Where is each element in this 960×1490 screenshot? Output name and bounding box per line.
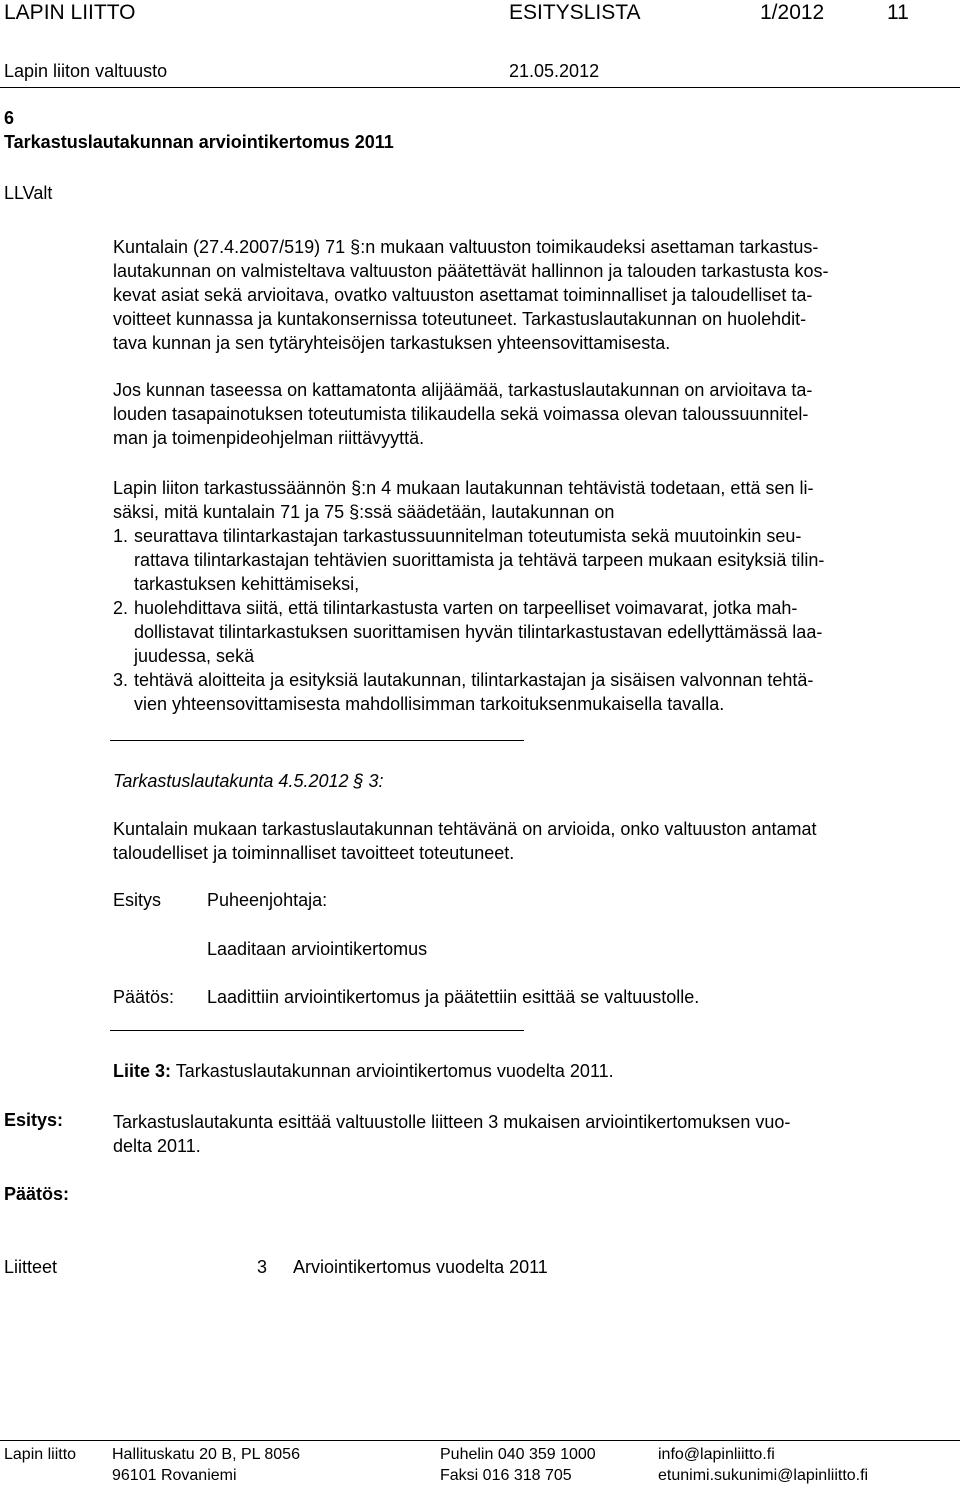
footer-fax: Faksi 016 318 705 bbox=[440, 1467, 572, 1484]
header-body: Lapin liiton valtuusto bbox=[4, 61, 168, 81]
item-number: 6 bbox=[4, 108, 15, 128]
header-page: 11 bbox=[887, 1, 909, 24]
footer-email-personal: etunimi.sukunimi@lapinliitto.fi bbox=[658, 1467, 869, 1484]
footer-email-info: info@lapinliitto.fi bbox=[658, 1446, 775, 1463]
intro-line: tava kunnan ja sen tytäryhteisöjen tarkastuksen yhteensovittamisesta. bbox=[113, 333, 671, 353]
decision-label: Päätös: bbox=[4, 1184, 70, 1204]
footer-city: 96101 Rovaniemi bbox=[112, 1467, 237, 1484]
footer-address: Hallituskatu 20 B, PL 8056 bbox=[112, 1446, 300, 1463]
board-text-line: Kuntalain mukaan tarkastuslautakunnan tehtävänä on arvioida, onko valtuuston antamat bbox=[113, 819, 817, 839]
attachments-title: Arviointikertomus vuodelta 2011 bbox=[293, 1257, 548, 1277]
proposal-line: Tarkastuslautakunta esittää valtuustolle liitteen 3 mukaisen arviointikertomuksen vuo- bbox=[113, 1112, 791, 1132]
attachments-label: Liitteet bbox=[4, 1257, 58, 1277]
footer-org: Lapin liitto bbox=[4, 1446, 77, 1463]
list-number: 1. bbox=[113, 526, 129, 546]
list-item bbox=[113, 668, 941, 716]
list-item bbox=[113, 596, 941, 668]
intro-line: voitteet kunnassa ja kuntakonsernissa toteutuneet. Tarkastuslautakunnan on huolehdit- bbox=[113, 309, 807, 329]
list-item bbox=[113, 524, 941, 596]
board-heading: Tarkastuslautakunta 4.5.2012 § 3: bbox=[113, 771, 384, 791]
item-title: Tarkastuslautakunnan arviointikertomus 2011 bbox=[4, 132, 394, 152]
attachment-text: Tarkastuslautakunnan arviointikertomus vuodelta 2011. bbox=[175, 1061, 614, 1081]
board-text-line: taloudelliset ja toiminnalliset tavoitteet toteutuneet. bbox=[113, 843, 515, 863]
footer-phone: Puhelin 040 359 1000 bbox=[440, 1446, 596, 1463]
board-esitys-label: Esitys bbox=[113, 890, 162, 910]
header-issue: 1/2012 bbox=[760, 1, 825, 24]
board-paatos-text: Laadittiin arviointikertomus ja päätettiin esittää se valtuustolle. bbox=[207, 987, 700, 1007]
intro-line: kevat asiat sekä arvioitava, ovatko valtuuston asettamat toiminnalliset ja taloudelliset ta- bbox=[113, 285, 813, 305]
intro-paragraph bbox=[113, 235, 941, 355]
board-esitys-role: Puheenjohtaja: bbox=[207, 890, 328, 910]
header-date: 21.05.2012 bbox=[509, 61, 600, 81]
section-rule bbox=[110, 740, 524, 741]
list-line: juudessa, sekä bbox=[134, 646, 255, 666]
list-line: tarkastuksen kehittämiseksi, bbox=[134, 574, 360, 594]
list-number: 3. bbox=[113, 670, 129, 690]
proposal-label: Esitys: bbox=[4, 1110, 64, 1130]
attachment-label: Liite 3: bbox=[113, 1061, 172, 1081]
list-line: huolehdittava siitä, että tilintarkastusta varten on tarpeelliset voimavarat, jotka mah- bbox=[134, 598, 798, 618]
header-divider bbox=[0, 87, 960, 88]
rules-line: Lapin liiton tarkastussäännön §:n 4 mukaan lautakunnan tehtävistä todetaan, että sen li- bbox=[113, 478, 814, 498]
proposal-line: delta 2011. bbox=[113, 1136, 201, 1156]
section-rule bbox=[110, 1030, 524, 1031]
deficit-line: man ja toimenpideohjelman riittävyyttä. bbox=[113, 428, 425, 448]
list-line: tehtävä aloitteita ja esityksiä lautakunnan, tilintarkastajan ja sisäisen valvonnan tehtä- bbox=[134, 670, 814, 690]
list-number: 2. bbox=[113, 598, 129, 618]
header-doc-type: ESITYSLISTA bbox=[509, 1, 641, 24]
rules-line: säksi, mitä kuntalain 71 ja 75 §:ssä säädetään, lautakunnan on bbox=[113, 502, 615, 522]
attachment-line bbox=[113, 1061, 614, 1082]
item-ref: LLValt bbox=[4, 183, 53, 203]
duties-list bbox=[113, 524, 941, 716]
list-line: vien yhteensovittamisesta mahdollisimman tarkoituksenmukaisella tavalla. bbox=[134, 694, 725, 714]
list-line: rattava tilintarkastajan tehtävien suorittamista ja tehtävä tarpeen mukaan esityksiä tilin- bbox=[134, 550, 825, 570]
footer-divider bbox=[0, 1440, 960, 1441]
board-esitys-text: Laaditaan arviointikertomus bbox=[207, 939, 428, 959]
list-line: dollistavat tilintarkastuksen suorittamisen hyvän tilintarkastustavan edellyttämässä laa- bbox=[134, 622, 823, 642]
deficit-line: louden tasapainotuksen toteutumista tilikaudella sekä voimassa olevan taloussuunnitel- bbox=[113, 404, 809, 424]
deficit-line: Jos kunnan taseessa on kattamatonta alijäämää, tarkastuslautakunnan on arvioitava ta- bbox=[113, 380, 813, 400]
intro-line: Kuntalain (27.4.2007/519) 71 §:n mukaan valtuuston toimikaudeksi asettaman tarkastus- bbox=[113, 237, 819, 257]
deficit-paragraph bbox=[113, 378, 941, 450]
proposal-text bbox=[113, 1110, 941, 1158]
board-text bbox=[113, 817, 941, 865]
intro-line: lautakunnan on valmisteltava valtuuston päätettävät hallinnon ja talouden tarkastusta kos- bbox=[113, 261, 829, 281]
attachments-number: 3 bbox=[257, 1257, 268, 1277]
rules-paragraph bbox=[113, 476, 941, 524]
board-paatos-label: Päätös: bbox=[113, 987, 175, 1007]
header-org: LAPIN LIITTO bbox=[4, 1, 136, 24]
list-line: seurattava tilintarkastajan tarkastussuunnitelman toteutumista sekä muutoinkin seu- bbox=[134, 526, 802, 546]
